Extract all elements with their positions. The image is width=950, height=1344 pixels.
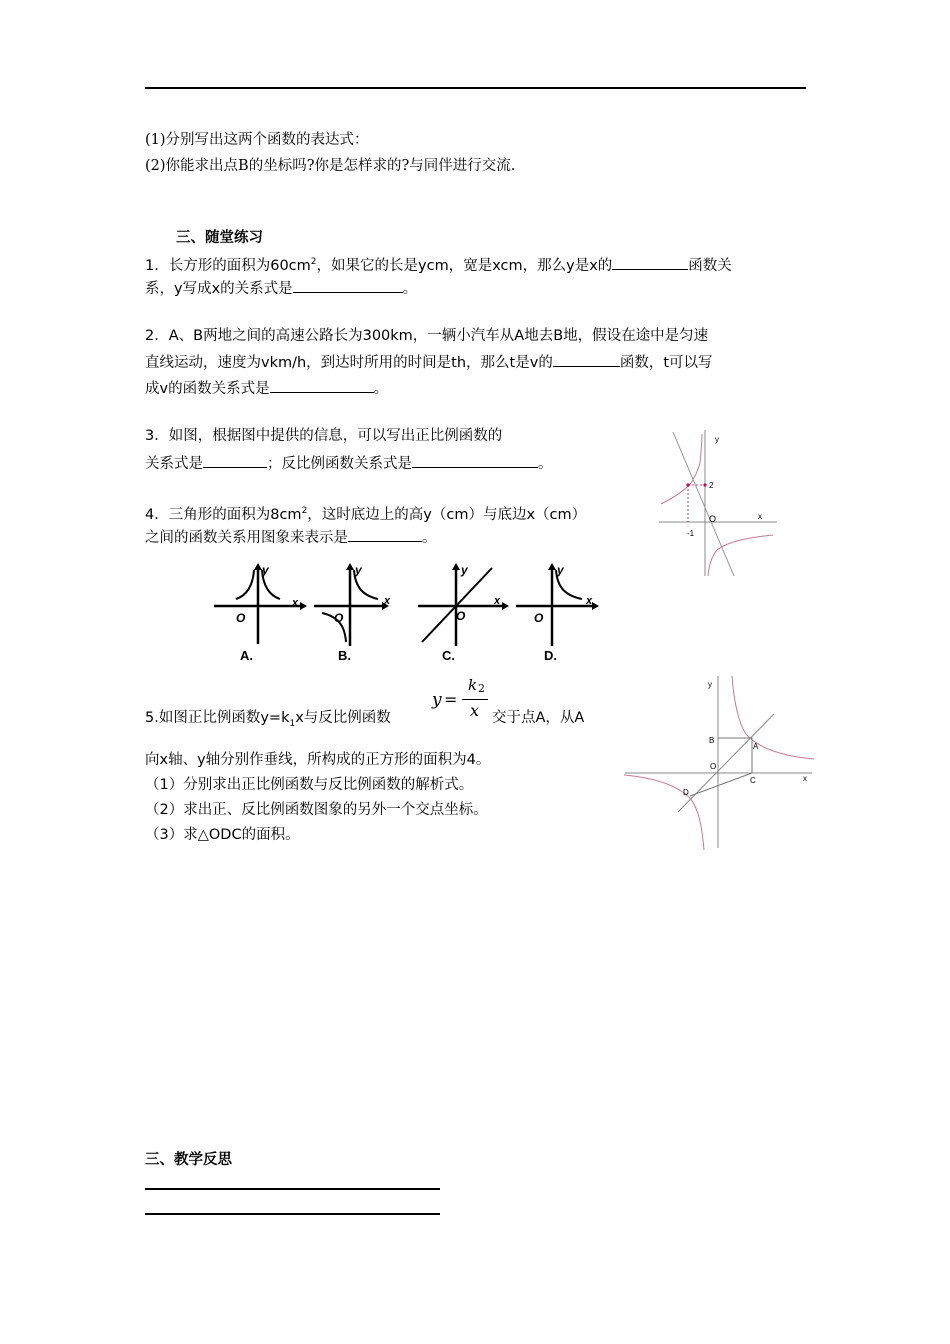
q4-option-c-graph	[416, 562, 511, 666]
q1-sup: 2	[310, 257, 317, 267]
question-2-line-2	[145, 352, 713, 373]
q3-text-a: 关系式是	[145, 456, 203, 472]
q3-blank-2[interactable]	[412, 453, 538, 468]
q4a-y-label: y	[262, 563, 269, 577]
q4-blank[interactable]	[348, 527, 422, 542]
q2-text-a: 直线运动，速度为vkm/h，到达时所用的时间是th，那么t是v的	[145, 355, 553, 371]
q3-line-graph	[673, 432, 734, 576]
q1-area: 60cm	[270, 257, 311, 274]
q5-hyperbola-left	[624, 775, 704, 850]
q5-point-b: B	[709, 736, 715, 745]
q2-end: 。	[373, 381, 389, 397]
q1-blank-2[interactable]	[293, 278, 403, 293]
q4d-origin-label: O	[534, 611, 544, 625]
q3-tick-neg1: -1	[687, 529, 695, 538]
question-4-line-1	[145, 501, 586, 525]
q2-blank-1[interactable]	[553, 352, 620, 367]
q5-formula-eq: =	[444, 690, 458, 709]
q4b-y-label: y	[355, 563, 362, 577]
q4-area: 8cm	[270, 506, 302, 523]
q5-formula-x: x	[470, 701, 480, 720]
q4d-x-arrow	[592, 602, 599, 610]
q4-end: 。	[422, 530, 437, 546]
q1-text-b: ，如果它的长是ycm，宽是xcm，那么y是x的	[316, 257, 613, 274]
q5-formula-k-sub: 2	[478, 682, 485, 695]
q5-point-d: D	[683, 788, 689, 797]
q4-option-d-graph	[514, 562, 609, 666]
q3-end: 。	[538, 456, 553, 472]
q2-text-c: 成v的函数关系式是	[145, 381, 270, 397]
q4a-y-arrow	[254, 563, 262, 570]
q4d-x-label: x	[586, 595, 593, 607]
q1-end: 。	[402, 281, 418, 297]
q4-option-b-graph	[312, 562, 407, 666]
q3-hyperbola-lower-right	[708, 535, 773, 576]
q4c-x-arrow	[502, 602, 509, 610]
q5-fraction-bar	[462, 699, 488, 700]
q4c-y-arrow	[452, 563, 460, 570]
q5-point-c: C	[750, 776, 756, 785]
q1-text-a: 1．长方形的面积为	[145, 257, 271, 274]
q4a-x-label: x	[292, 597, 299, 609]
question-5-line-3: （1）分别求出正比例函数与反比例函数的解析式。	[145, 777, 474, 793]
q3-origin-label: O	[709, 514, 717, 524]
q4b-y-arrow	[346, 563, 354, 570]
q5-formula-y: y	[432, 690, 442, 710]
q3-text-b: ；反比例函数关系式是	[267, 456, 412, 472]
question-3-line-2	[145, 453, 553, 474]
question-4-line-2	[145, 527, 437, 548]
q4a-x-arrow	[300, 602, 307, 610]
q3-point-2	[703, 483, 706, 486]
q4b-label: B.	[338, 648, 351, 663]
q4d-label: D.	[544, 648, 557, 663]
q5-formula	[432, 676, 490, 724]
top-question-1: (1)分别写出这两个函数的表达式：	[145, 132, 369, 148]
q4b-origin-label: O	[334, 611, 344, 625]
reflection-heading: 三、教学反思	[145, 1152, 232, 1168]
question-5-line-2: 向x轴、y轴分别作垂线，所构成的正方形的面积为4。	[145, 752, 491, 768]
q5-point-a: A	[753, 742, 759, 751]
q5-x-label: x	[803, 774, 807, 783]
question-5-line-5: （3）求△ODC的面积。	[145, 827, 300, 843]
question-1-line-2	[145, 278, 417, 299]
question-2-line-1: 2．A、B两地之间的高速公路长为300km，一辆小汽车从A地去B地，假设在途中是匀速	[145, 328, 709, 344]
q5-hyperbola-right	[732, 676, 814, 759]
q4a-label: A.	[240, 648, 253, 663]
q3-intersection-point	[686, 483, 689, 486]
q5-y-label: y	[708, 680, 712, 689]
question-3-line-1: 3．如图，根据图中提供的信息，可以写出正比例函数的	[145, 428, 503, 444]
q4c-x-label: x	[494, 595, 501, 607]
q4c-y-label: y	[461, 563, 468, 577]
q5-line-graph	[678, 714, 774, 812]
question-5-line-1a	[145, 708, 391, 734]
question-1-line-1	[145, 252, 732, 276]
q4-option-a-graph	[212, 562, 307, 666]
question-5-line-1b: 交于点A，从A	[492, 710, 585, 726]
q4d-y-label: y	[557, 563, 564, 577]
reflection-line-1[interactable]	[145, 1188, 440, 1190]
q4-sup: 2	[301, 506, 308, 516]
q5-square	[718, 738, 752, 773]
question-5-graph	[622, 672, 817, 852]
question-5-line-4: （2）求出正、反比例函数图象的另外一个交点坐标。	[145, 802, 488, 818]
q2-text-b: 函数，t可以写	[619, 355, 713, 371]
reflection-line-2[interactable]	[145, 1213, 440, 1215]
q1-text-d: 系，y写成x的关系式是	[145, 281, 293, 297]
q5-formula-k: k	[468, 676, 478, 694]
q3-y-label: y	[715, 435, 719, 444]
q3-hyperbola-upper-left	[661, 434, 702, 504]
q3-blank-1[interactable]	[203, 453, 267, 468]
q5-segment-dc	[690, 773, 752, 796]
q4-text-b: ，这时底边上的高y（cm）与底边x（cm）	[307, 506, 587, 523]
q4a-origin-label: O	[236, 611, 246, 625]
question-2-line-3	[145, 378, 388, 399]
q5-text-b: x与反比例函数	[295, 710, 391, 726]
q5-text-a: 5.如图正比例函数y=k	[145, 710, 290, 726]
q4-text-c: 之间的函数关系用图象来表示是	[145, 530, 348, 546]
question-3-graph	[655, 428, 780, 578]
practice-heading: 三、随堂练习	[176, 230, 263, 246]
q4c-label: C.	[442, 648, 455, 663]
q5-origin-label: O	[710, 762, 717, 771]
q4-text-a: 4．三角形的面积为	[145, 506, 271, 523]
q1-text-c: 函数关	[688, 257, 732, 274]
q4c-origin-label: O	[456, 609, 466, 623]
q2-blank-2[interactable]	[270, 378, 374, 393]
top-question-2: (2)你能求出点B的坐标吗?你是怎样求的?与同伴进行交流.	[145, 158, 516, 174]
q3-tick-2: 2	[709, 481, 714, 490]
q4b-x-label: x	[384, 595, 391, 607]
q5-sub: 1	[289, 718, 296, 729]
q4d-y-arrow	[548, 563, 556, 570]
q3-x-label: x	[758, 512, 762, 521]
q1-blank-1[interactable]	[612, 255, 688, 270]
q4a-curve-left	[236, 570, 254, 599]
header-rule	[145, 87, 806, 89]
